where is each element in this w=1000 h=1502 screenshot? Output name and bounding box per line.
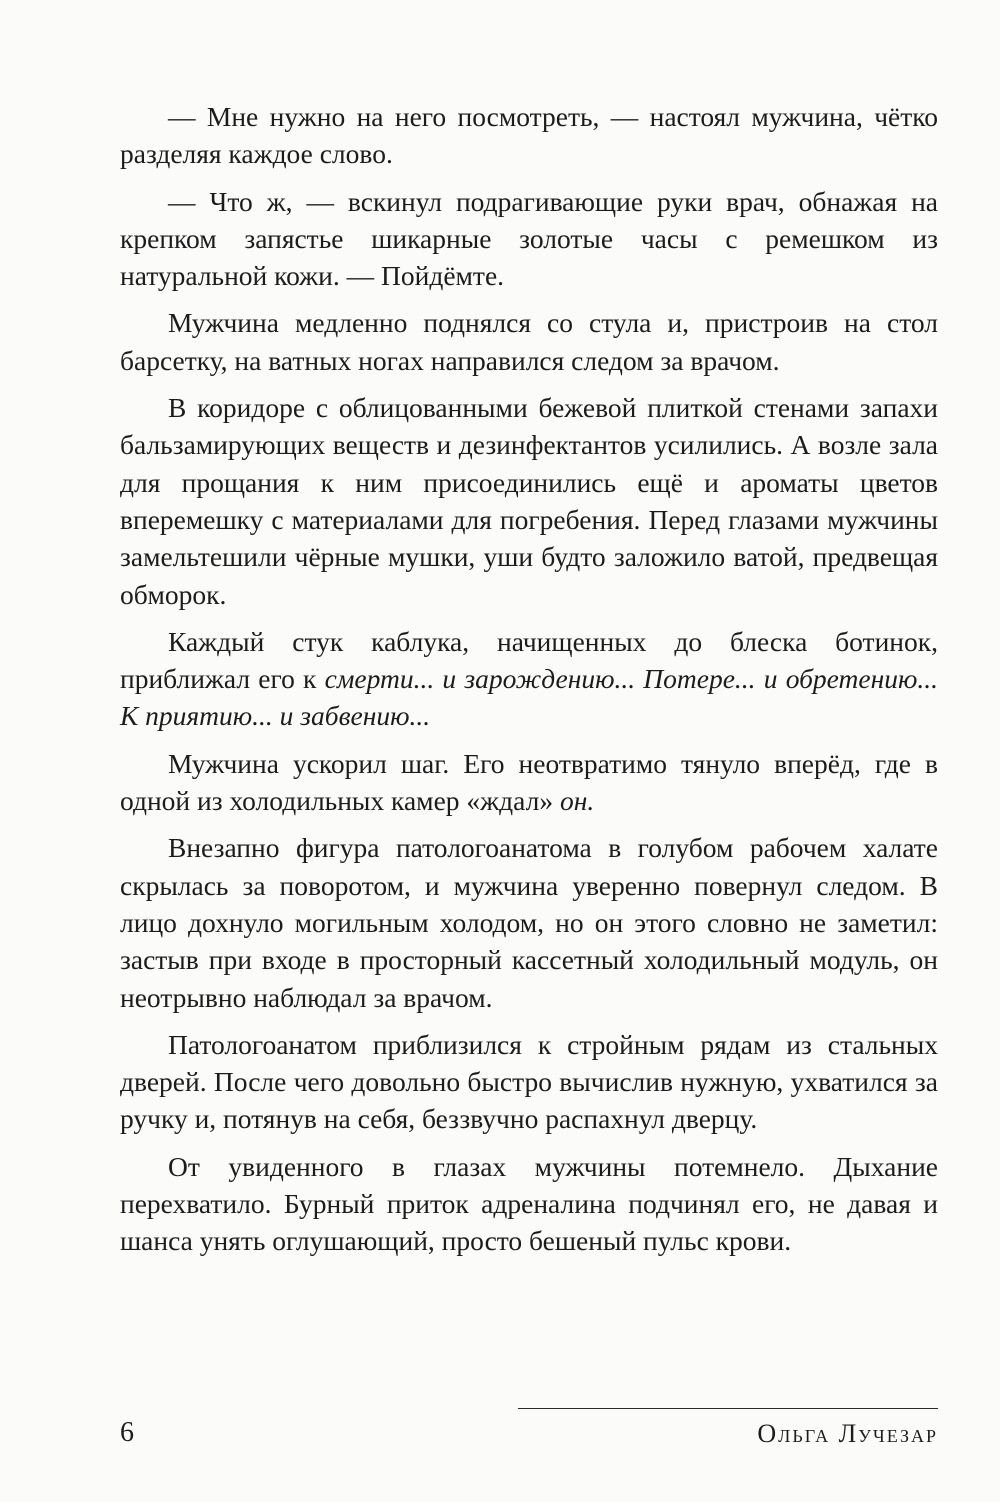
paragraph-6: Мужчина ускорил шаг. Его неотвратимо тянуло вперёд, где в одной из холодильных камер «ждал» он. (120, 747, 938, 817)
paragraph-4: В коридоре с облицованными бежевой плиткой стенами запахи бальзамирующих веществ и дезинфектантов усилились. А возле зала для прощания к ним присоединились ещё и ароматы цветов вперемешку с материалами для погребения. Перед глазами мужчины замельтешили чёрные мушки, уши будто заложило ватой, предвещая обморок. (120, 392, 938, 610)
paragraph-7: Внезапно фигура патологоанатома в голубом рабочем халате скрылась за поворотом, и мужчина уверенно повернул следом. В лицо дохнуло могильным холодом, но он этого словно не заметил: застыв при входе в просторный кассетный холодильный модуль, он неотрывно наблюдал за врачом. (120, 832, 938, 1013)
paragraph-9: От увиденного в глазах мужчины потемнело. Дыхание перехватило. Бурный приток адреналина подчинял его, не давая и шанса унять оглушающий, просто бешеный пульс крови. (120, 1150, 938, 1257)
paragraph-6-italic: он. (559, 785, 595, 817)
running-footer-author: Ольга Лучезар (757, 1419, 938, 1448)
paragraph-5-italic: смерти... и зарождению... Потере... и обретению... К приятию... и забвению... (120, 663, 938, 732)
paragraph-8: Патологоанатом приблизился к стройным рядам из стальных дверей. После чего довольно быстро вычислив нужную, ухватился за ручку и, потянув на себя, беззвучно распахнул дверцу. (120, 1028, 938, 1135)
body-text (120, 98, 938, 1270)
paragraph-2: — Что ж, — вскинул подрагивающие руки врач, обнажая на крепком запястье шикарные золотые часы с ремешком из натуральной кожи. — Пойдёмте. (120, 185, 938, 292)
paragraph-5: Каждый стук каблука, начищенных до блеска ботинок, приближал его к смерти... и зарождению... Потере... и обретению... К приятию... и забвению... (120, 625, 938, 732)
paragraph-3: Мужчина медленно поднялся со стула и, пристроив на стол барсетку, на ватных ногах направился следом за врачом. (120, 307, 938, 376)
page-number: 6 (120, 1417, 134, 1448)
paragraph-1: — Мне нужно на него посмотреть, — настоял мужчина, чётко разделяя каждое слово. (120, 101, 938, 170)
footer-rule (518, 1408, 938, 1409)
